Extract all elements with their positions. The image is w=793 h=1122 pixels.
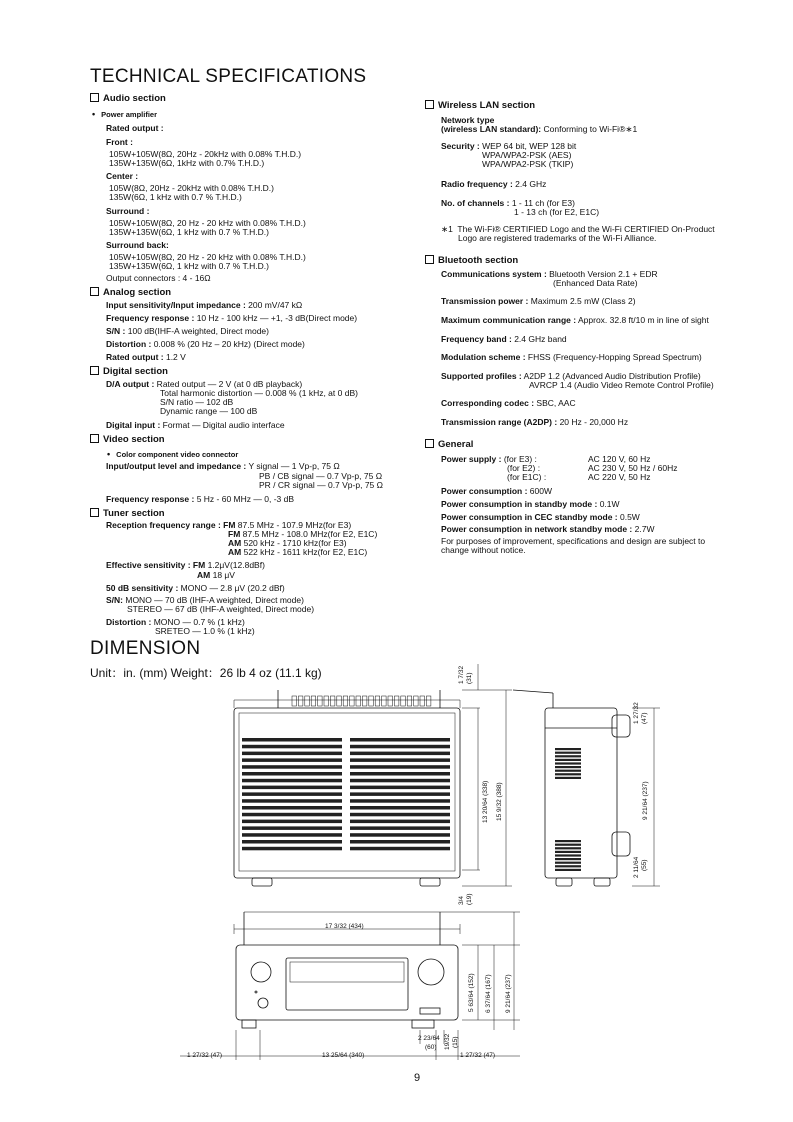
power-consumption: Power consumption : 600W	[441, 486, 552, 496]
top-view-drawing	[234, 664, 512, 886]
dim-label: 17 3/32 (434)	[325, 923, 364, 930]
surround-spec-1: 105W+105W(8Ω, 20 Hz - 20 kHz with 0.08% T.H.D.)	[109, 218, 306, 228]
dim-label: 13 20/64 (338)	[482, 780, 489, 823]
tuner-reception-am2: AM 522 kHz - 1611 kHz(for E2, E1C)	[228, 547, 368, 557]
dim-label: (15)	[452, 1036, 459, 1048]
center-label: Center :	[106, 171, 139, 181]
wlan-channels: No. of channels : 1 - 11 ch (for E3)	[441, 198, 575, 208]
power-supply-e2: (for E2) :	[507, 463, 541, 473]
wlan-note-1: ∗1 The Wi-Fi® CERTIFIED Logo and the Wi-Fi CERTIFIED On-Product	[441, 224, 715, 234]
dim-label: 13 25/64 (340)	[322, 1052, 365, 1059]
front-spec-1: 105W+105W(8Ω, 20Hz - 20kHz with 0.08% T.H.D.)	[109, 149, 302, 159]
power-supply-v-e3: AC 120 V, 60 Hz	[588, 454, 651, 464]
general-note-1: For purposes of improvement, specifications and design are subject to	[441, 536, 706, 546]
dim-label: 15 9/32 (388)	[496, 782, 503, 821]
wlan-network-type: (wireless LAN standard): Conforming to Wi-Fi®∗1	[441, 124, 638, 134]
tuner-reception-am1: AM 520 kHz - 1710 kHz(for E3)	[228, 538, 347, 548]
power-supply-e3: Power supply : (for E3) :	[441, 454, 537, 464]
tuner-sn-stereo: STEREO — 67 dB (IHF-A weighted, Direct mode)	[127, 604, 315, 614]
component-video-label: • Color component video connector	[107, 449, 238, 459]
analog-frequency-response: Frequency response : 10 Hz - 100 kHz — +1, -3 dB(Direct mode)	[106, 313, 358, 323]
bt-communications-system: Communications system : Bluetooth Version 2.1 + EDR	[441, 269, 658, 279]
dim-label: 2 11/64	[633, 856, 640, 878]
center-spec-1: 105W(8Ω, 20Hz - 20kHz with 0.08% T.H.D.)	[109, 183, 274, 193]
tuner-effective-fm: Effective sensitivity : FM 1.2μV(12.8dBf)	[106, 560, 265, 570]
bluetooth-section-heading: Bluetooth section	[425, 255, 518, 266]
tuner-distortion-mono: Distortion : MONO — 0.7 % (1 kHz)	[106, 617, 245, 627]
surround-back-spec-1: 105W+105W(8Ω, 20 Hz - 20 kHz with 0.08% T.H.D.)	[109, 252, 306, 262]
dim-label: 1 7/32	[458, 665, 465, 684]
surround-back-label: Surround back:	[106, 240, 169, 250]
tuner-reception-fm1: Reception frequency range : FM 87.5 MHz - 107.9 MHz(for E3)	[106, 520, 352, 530]
dim-label: (47)	[641, 712, 648, 724]
tuner-section-heading: Tuner section	[90, 508, 165, 519]
dim-label: 9 21/64 (237)	[642, 781, 649, 820]
da-thd: Total harmonic distortion — 0.008 % (1 kHz, at 0 dB)	[160, 388, 358, 398]
wlan-security-tkip: WPA/WPA2-PSK (TKIP)	[482, 159, 574, 169]
power-supply-e1c: (for E1C) :	[507, 472, 547, 482]
center-spec-2: 135W(6Ω, 1 kHz with 0.7 % T.H.D.)	[109, 192, 242, 202]
dim-label: (60)	[425, 1044, 437, 1051]
power-amplifier-label: • Power amplifier	[92, 109, 157, 119]
power-consumption-standby: Power consumption in standby mode : 0.1W	[441, 499, 620, 509]
wlan-security-aes: WPA/WPA2-PSK (AES)	[482, 150, 572, 160]
power-consumption-network: Power consumption in network standby mode : 2.7W	[441, 524, 655, 534]
page-title: TECHNICAL SPECIFICATIONS	[90, 66, 367, 87]
analog-distortion: Distortion : 0.008 % (20 Hz – 20 kHz) (Direct mode)	[106, 339, 305, 349]
bt-transmission-range: Transmission range (A2DP) : 20 Hz - 20,000 Hz	[441, 417, 629, 427]
video-frequency-response: Frequency response : 5 Hz - 60 MHz — 0, -3 dB	[106, 494, 295, 504]
unit-weight-line: Unit：in. (mm) Weight：26 lb 4 oz (11.1 kg)	[90, 666, 322, 680]
da-sn: S/N ratio — 102 dB	[160, 397, 234, 407]
video-section-heading: Video section	[90, 434, 165, 445]
dim-label: 1 27/32 (47)	[187, 1052, 223, 1059]
dim-label: (55)	[641, 859, 648, 871]
analog-section-heading: Analog section	[90, 287, 171, 298]
dim-label: 1 27/32	[633, 702, 640, 724]
wlan-network-type-label: Network type	[441, 115, 495, 125]
bt-profiles-avrcp: AVRCP 1.4 (Audio Video Remote Control Profile)	[529, 380, 714, 390]
tuner-distortion-stereo: SRETEO — 1.0 % (1 kHz)	[155, 626, 255, 636]
digital-section-heading: Digital section	[90, 366, 168, 377]
analog-input-sensitivity: Input sensitivity/Input impedance : 200 mV/47 kΩ	[106, 300, 303, 310]
tuner-sn-mono: S/N: MONO — 70 dB (IHF-A weighted, Direct mode)	[106, 595, 304, 605]
analog-sn: S/N : 100 dB(IHF-A weighted, Direct mode)	[106, 326, 269, 336]
surround-back-spec-2: 135W+135W(6Ω, 1 kHz with 0.7 % T.H.D.)	[109, 261, 269, 271]
output-connectors: Output connectors : 4 - 16Ω	[106, 273, 211, 283]
bt-modulation: Modulation scheme : FHSS (Frequency-Hopping Spread Spectrum)	[441, 352, 702, 362]
bt-profiles: Supported profiles : A2DP 1.2 (Advanced Audio Distribution Profile)	[441, 371, 701, 381]
front-spec-2: 135W+135W(6Ω, 1kHz with 0.7% T.H.D.)	[109, 158, 265, 168]
analog-rated-output: Rated output : 1.2 V	[106, 352, 186, 362]
page-number: 9	[414, 1072, 421, 1084]
general-note-2: change without notice.	[441, 545, 526, 555]
dim-label: 6 37/64 (167)	[485, 974, 492, 1013]
wlan-security: Security : WEP 64 bit, WEP 128 bit	[441, 141, 577, 151]
power-supply-v-e2: AC 230 V, 50 Hz / 60Hz	[588, 463, 678, 473]
dim-label: 19/32	[444, 1033, 451, 1050]
dimension-title: DIMENSION	[90, 638, 201, 659]
dim-label: 2 23/64	[418, 1035, 440, 1042]
tuner-reception-fm2: FM 87.5 MHz - 108.0 MHz(for E2, E1C)	[228, 529, 378, 539]
bt-max-range: Maximum communication range : Approx. 32.8 ft/10 m in line of sight	[441, 315, 709, 325]
dim-label: (31)	[466, 672, 473, 684]
power-consumption-cec: Power consumption in CEC standby mode : 0.5W	[441, 512, 640, 522]
dim-label: (19)	[466, 893, 473, 905]
power-supply-v-e1c: AC 220 V, 50 Hz	[588, 472, 651, 482]
wlan-note-2: Logo are registered trademarks of the Wi-Fi Alliance.	[458, 233, 657, 243]
digital-input: Digital input : Format — Digital audio interface	[106, 420, 285, 430]
dim-label: 9 21/64 (237)	[505, 974, 512, 1013]
wlan-channels-e2: 1 - 13 ch (for E2, E1C)	[514, 207, 600, 217]
general-section-heading: General	[425, 439, 473, 450]
bt-codec: Corresponding codec : SBC, AAC	[441, 398, 576, 408]
da-output: D/A output : Rated output — 2 V (at 0 dB playback)	[106, 379, 303, 389]
front-label: Front :	[106, 137, 133, 147]
surround-spec-2: 135W+135W(6Ω, 1 kHz with 0.7 % T.H.D.)	[109, 227, 269, 237]
video-io-pb: PB / CB signal — 0.7 Vp-p, 75 Ω	[259, 471, 383, 481]
da-dynamic-range: Dynamic range — 100 dB	[160, 406, 258, 416]
dim-label: 1 27/32 (47)	[460, 1052, 496, 1059]
rated-output-label: Rated output :	[106, 123, 164, 133]
audio-section-heading: Audio section	[90, 93, 166, 104]
dim-label: 3/4	[458, 895, 465, 905]
bt-communications-edr: (Enhanced Data Rate)	[553, 278, 638, 288]
video-io-pr: PR / CR signal — 0.7 Vp-p, 75 Ω	[259, 480, 383, 490]
bt-frequency-band: Frequency band : 2.4 GHz band	[441, 334, 567, 344]
wlan-radio-frequency: Radio frequency : 2.4 GHz	[441, 179, 547, 189]
tuner-50db-sensitivity: 50 dB sensitivity : MONO — 2.8 μV (20.2 dBf)	[106, 583, 285, 593]
surround-label: Surround :	[106, 206, 150, 216]
bt-transmission-power: Transmission power : Maximum 2.5 mW (Class 2)	[441, 296, 636, 306]
dim-label: 5 63/64 (152)	[468, 973, 475, 1012]
video-io-level: Input/output level and impedance : Y signal — 1 Vp-p, 75 Ω	[106, 461, 340, 471]
tuner-effective-am: AM 18 μV	[197, 570, 235, 580]
wlan-section-heading: Wireless LAN section	[425, 100, 535, 111]
